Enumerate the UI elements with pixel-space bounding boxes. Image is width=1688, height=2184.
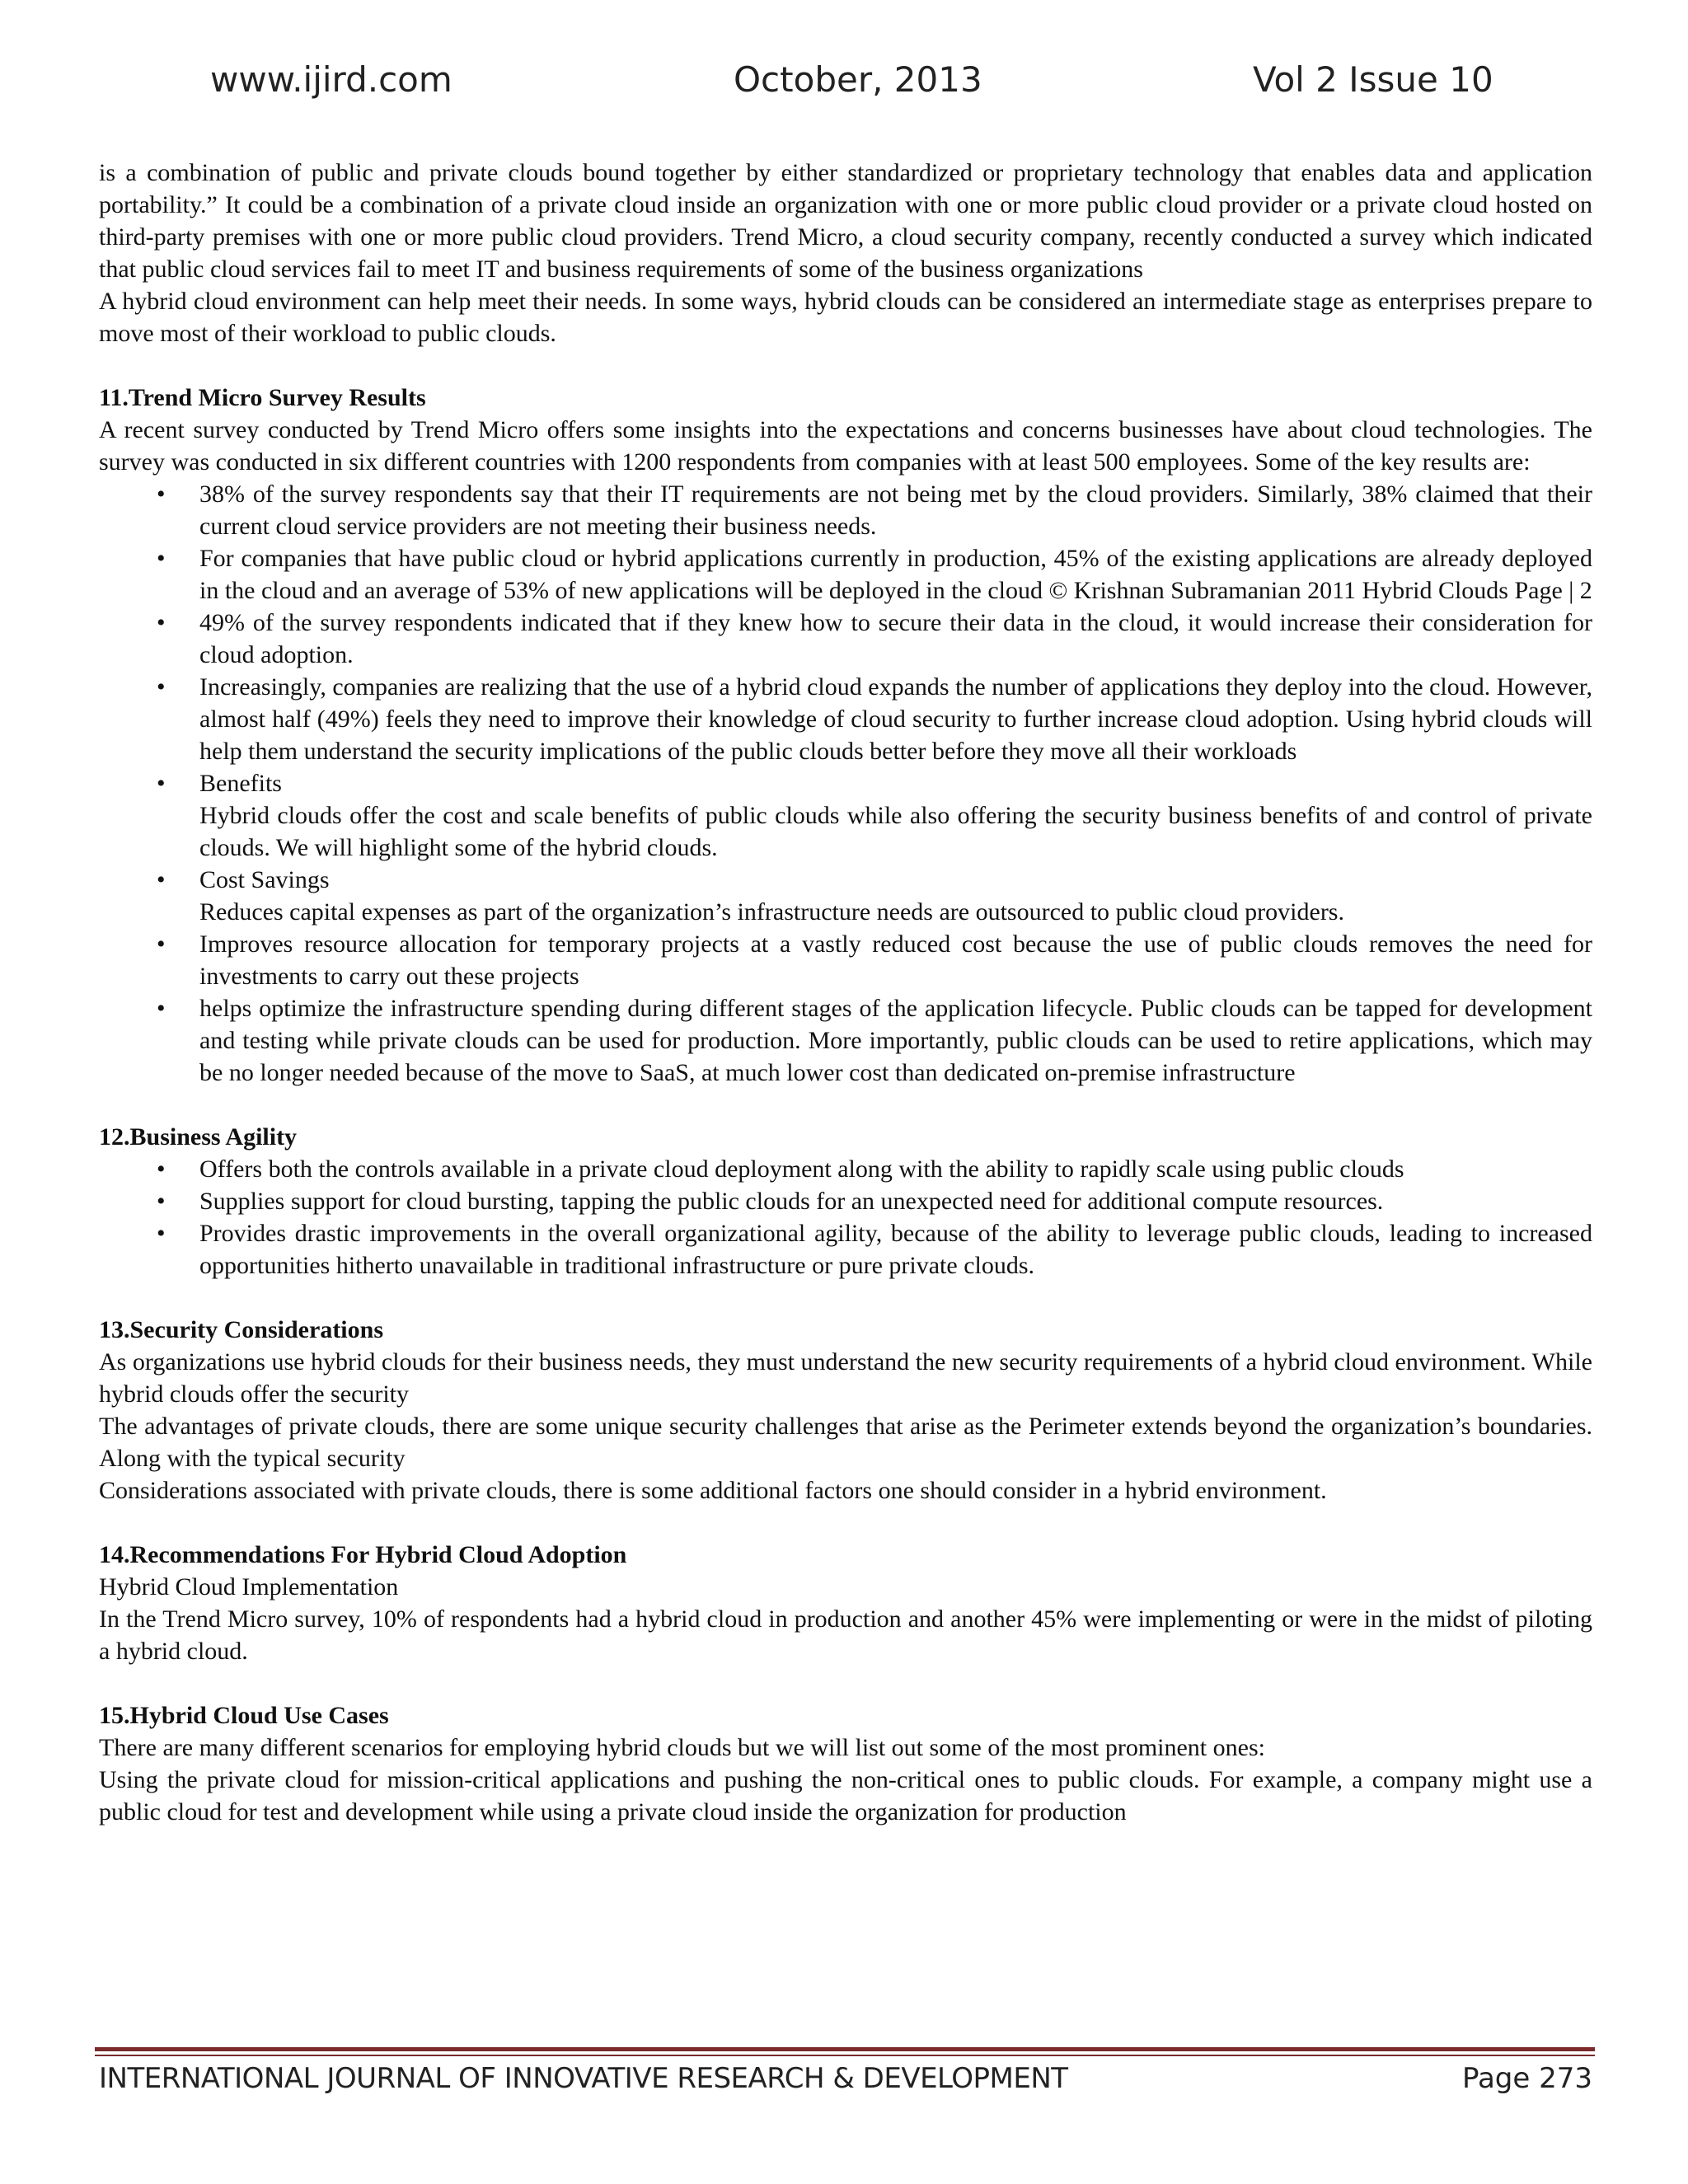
section-14-paragraph-1: Hybrid Cloud Implementation: [99, 1573, 399, 1601]
section-15-heading: 15.Hybrid Cloud Use Cases: [99, 1702, 389, 1729]
journal-website: www.ijird.com: [210, 59, 452, 100]
section-13-paragraph-2: The advantages of private clouds, there are some unique security challenges that arise as the Perimeter extends beyond the organization’s boundaries. Along with the typical security: [99, 1413, 1592, 1472]
list-item: • For companies that have public cloud or hybrid applications currently in production, 45% of the existing applications are already deployed in the cloud and an average of 53% of new applications will be deployed in the cloud © Krishnan Subramanian 2011 Hybrid Clouds Page | 2: [99, 542, 1592, 607]
list-item: • helps optimize the infrastructure spending during different stages of the application lifecycle. Public clouds can be tapped for development and testing while private clouds can be used for production. More importantly, public clouds can be used to retire applications, which may be no longer needed because of the move to SaaS, at much lower cost than dedicated on-premise infrastructure: [99, 992, 1592, 1089]
section-14-paragraph-2: In the Trend Micro survey, 10% of respondents had a hybrid cloud in production and another 45% were implementing or were in the midst of piloting a hybrid cloud.: [99, 1605, 1592, 1665]
list-item: • Improves resource allocation for temporary projects at a vastly reduced cost because the use of public clouds removes the need for investments to carry out these projects: [99, 928, 1592, 992]
footer-divider-thin: [95, 2055, 1595, 2056]
list-item-benefits: [99, 767, 1592, 864]
page-number: Page 273: [1461, 2062, 1592, 2095]
list-item: • 49% of the survey respondents indicated that if they knew how to secure their data in the cloud, it would increase their consideration for cloud adoption.: [99, 607, 1592, 671]
page-footer: [99, 2062, 1592, 2103]
journal-name: INTERNATIONAL JOURNAL OF INNOVATIVE RESEARCH & DEVELOPMENT: [99, 2062, 1068, 2095]
list-item: • Provides drastic improvements in the overall organizational agility, because of the ability to leverage public clouds, leading to increased opportunities hitherto unavailable in traditional infrastructure or pure private clouds.: [99, 1217, 1592, 1282]
list-item-cost-savings: [99, 864, 1592, 928]
section-15-paragraph-2: Using the private cloud for mission-critical applications and pushing the non-critical ones to public clouds. For example, a company might use a public cloud for test and development while using a private cloud inside the organization for production: [99, 1766, 1592, 1825]
section-12-bullet-list: [99, 1153, 1592, 1282]
footer-divider-thick: [95, 2047, 1595, 2051]
section-13-paragraph-1: As organizations use hybrid clouds for their business needs, they must understand the new security requirements of a hybrid cloud environment. While hybrid clouds offer the security: [99, 1348, 1592, 1408]
section-15-paragraph-1: There are many different scenarios for employing hybrid clouds but we will list out some of the most prominent ones:: [99, 1734, 1265, 1761]
article-body: [99, 157, 1592, 1828]
section-11-paragraph: A recent survey conducted by Trend Micro offers some insights into the expectations and concerns businesses have about cloud technologies. The survey was conducted in six different countries with 1200 respondents from companies with at least 500 employees. Some of the key results are:: [99, 416, 1592, 476]
list-item: • Increasingly, companies are realizing that the use of a hybrid cloud expands the number of applications they deploy into the cloud. However, almost half (49%) feels they need to improve their knowledge of cloud security to further increase cloud adoption. Using hybrid clouds will help them understand the security implications of the public clouds better before they move all their workloads: [99, 671, 1592, 767]
issue-date: October, 2013: [734, 59, 982, 100]
intro-paragraph-2: A hybrid cloud environment can help meet their needs. In some ways, hybrid clouds can be considered an intermediate stage as enterprises prepare to move most of their workload to public clouds.: [99, 288, 1592, 347]
section-11-bullet-list: [99, 478, 1592, 1089]
section-13-heading: 13.Security Considerations: [99, 1316, 383, 1343]
list-item: • Supplies support for cloud bursting, tapping the public clouds for an unexpected need for additional compute resources.: [99, 1185, 1592, 1217]
section-12-heading: 12.Business Agility: [99, 1123, 298, 1151]
cost-savings-label: • Cost Savings: [199, 866, 330, 893]
benefits-label: • Benefits: [199, 770, 282, 797]
intro-paragraph-1: is a combination of public and private clouds bound together by either standardized or proprietary technology that enables data and application portability.” It could be a combination of a private cloud inside an organization with one or more public cloud provider or a private cloud hosted on third-party premises with one or more public cloud providers. Trend Micro, a cloud security company, recently conducted a survey which indicated that public cloud services fail to meet IT and business requirements of some of the business organizations: [99, 159, 1592, 283]
cost-savings-text: Reduces capital expenses as part of the organization’s infrastructure needs are outsourced to public cloud providers.: [199, 898, 1344, 926]
page-header: [0, 59, 1688, 109]
section-11-heading: 11.Trend Micro Survey Results: [99, 384, 426, 411]
section-13-paragraph-3: Considerations associated with private clouds, there is some additional factors one should consider in a hybrid environment.: [99, 1477, 1327, 1504]
list-item: • Offers both the controls available in a private cloud deployment along with the ability to rapidly scale using public clouds: [99, 1153, 1592, 1185]
section-14-heading: 14.Recommendations For Hybrid Cloud Adoption: [99, 1541, 627, 1568]
volume-issue: Vol 2 Issue 10: [1253, 59, 1493, 100]
benefits-text: Hybrid clouds offer the cost and scale benefits of public clouds while also offering the security business benefits of and control of private clouds. We will highlight some of the hybrid clouds.: [199, 802, 1592, 861]
list-item: • 38% of the survey respondents say that their IT requirements are not being met by the cloud providers. Similarly, 38% claimed that their current cloud service providers are not meeting their business needs.: [99, 478, 1592, 542]
